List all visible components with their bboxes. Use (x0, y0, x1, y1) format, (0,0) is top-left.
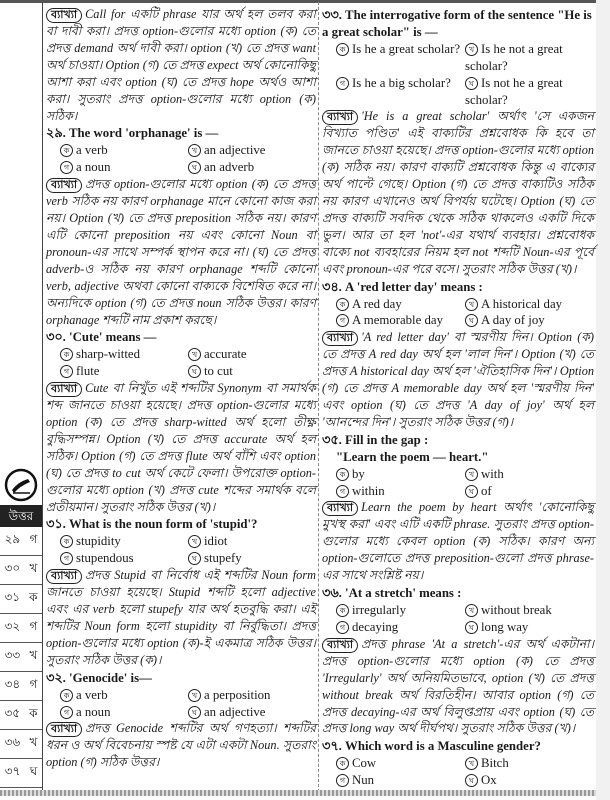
option-text: A red day (352, 296, 402, 311)
option (465, 75, 594, 109)
option (60, 550, 188, 567)
option-marker: ক (60, 689, 73, 702)
explanation (46, 567, 316, 669)
option-text: long way (481, 619, 529, 634)
answer-row (0, 759, 42, 788)
explanation-label: ব্যাখ্যা (46, 382, 82, 397)
answer-letter: গ (29, 677, 38, 691)
answer-row (0, 585, 42, 614)
option (188, 363, 316, 380)
options (46, 533, 316, 567)
options (322, 296, 594, 330)
explanation-text: প্রদত্ত phrase 'At a stretch'-এর অর্থ একটানা। প্রদত্ত option-গুলোর মধ্যে option (ক) তে প্রদত্ত 'Irregularly' অর্থ অনিয়মিতভাবে, option (খ) তে প্রদত্ত without break অর্থ বিরতিহীন। আবার option (গ) তে প্রদত্ত decaying-এর অর্থ বিলুপ্তপ্রায় এবং option (ঘ) তে প্রদত্ত long way অর্থ দীর্ঘপথ। সুতরাং সঠিক উত্তর (খ)। (322, 636, 594, 736)
option (60, 687, 188, 704)
option (336, 755, 465, 772)
option-text: A historical day (481, 296, 563, 311)
option-text: decaying (352, 619, 399, 634)
option-marker: ক (60, 348, 73, 361)
option (336, 41, 465, 75)
option (465, 755, 594, 772)
answer-letter: গ (29, 532, 38, 546)
option-marker: ঘ (465, 485, 478, 498)
answer-number: ৩২ (4, 619, 21, 633)
option-text: an adjective (204, 704, 266, 719)
question-text: ৩৬. 'At a stretch' means : (322, 586, 462, 601)
answer-row (0, 672, 42, 701)
option-marker: ক (336, 468, 349, 481)
option (60, 159, 188, 176)
question (322, 432, 594, 466)
top-rule (0, 0, 600, 3)
option-text: idiot (204, 534, 228, 549)
options (46, 142, 316, 176)
option-marker: ঘ (188, 365, 201, 378)
explanation-text: প্রদত্ত Stupid বা নির্বোধ এই শব্দটির Noun form জানতে চাওয়া হয়েছে। Stupid শব্দটি হলো adjective এবং এর verb হলো stupefy যার অর্থ হতবুদ্ধি করা। এই শব্দটির Noun form হলো stupidity বা নির্বুদ্ধিতা। প্রদত্ত option-গুলোর মধ্যে option (ক)-ই একমাত্র সঠিক উত্তর। সুতরাং সঠিক উত্তর (ক)। (46, 568, 316, 667)
option-marker: ক (60, 144, 73, 157)
option-text: a verb (76, 687, 108, 702)
option-text: Is he a big scholar? (352, 75, 451, 90)
question (46, 516, 316, 533)
option-marker: গ (60, 706, 73, 719)
option-marker: ঘ (465, 774, 478, 787)
explanation (46, 6, 316, 124)
option (60, 363, 188, 380)
option-marker: গ (336, 485, 349, 498)
option-marker: ঘ (188, 161, 201, 174)
option-marker: খ (188, 348, 201, 361)
pen-circle-icon (4, 468, 38, 502)
answer-row (0, 527, 42, 556)
explanation (322, 499, 594, 584)
option-marker: খ (188, 144, 201, 157)
question-text: ৩৫. Fill in the gap : (322, 432, 429, 447)
explanation-text: প্রদত্ত Genocide শব্দটির অর্থ গণহত্যা। শব্দটির ধরন ও অর্থ বিবেচনায় স্পষ্ট যে এটা একটা Noun. সুতরাং option (গ) সঠিক উত্তর। (46, 721, 316, 770)
answer-number: ৩৬ (4, 735, 21, 749)
question-text: ৩৭. Which word is a Masculine gender? (322, 739, 541, 754)
option (336, 772, 465, 789)
question-text: ২৯. The word 'orphanage' is — (46, 126, 219, 141)
option-marker: ক (336, 604, 349, 617)
option-marker: ঘ (188, 552, 201, 565)
option (188, 346, 316, 363)
option (188, 687, 316, 704)
option-marker: গ (60, 552, 73, 565)
explanation (46, 720, 316, 771)
option-text: to cut (204, 364, 233, 379)
option (188, 159, 316, 176)
option-text: within (352, 483, 385, 498)
option (336, 483, 465, 500)
option-marker: খ (188, 535, 201, 548)
answer-column-rule (42, 2, 43, 792)
explanation (322, 108, 594, 277)
option-marker: গ (336, 77, 349, 90)
answer-row (0, 556, 42, 585)
option-marker: গ (336, 314, 349, 327)
option-marker: খ (465, 298, 478, 311)
option-marker: ক (336, 757, 349, 770)
option-text: Is not he a great scholar? (465, 75, 563, 107)
option-text: irregularly (352, 603, 407, 617)
option-marker: ঘ (465, 77, 478, 90)
option-text: a perposition (204, 687, 271, 702)
option-text: Nun (352, 773, 375, 788)
question-text: ৩০. 'Cute' means — (46, 330, 157, 345)
answer-letter: ঘ (29, 764, 38, 778)
options (46, 346, 316, 380)
option-text: stupidity (76, 534, 121, 549)
option-text: Ox (481, 773, 497, 788)
answer-number: ৩৫ (4, 706, 21, 720)
question (322, 7, 594, 41)
option-marker: খ (465, 43, 478, 56)
explanation-text: 'He is a great scholar' অর্থাৎ 'সে একজন বিখ্যাত পণ্ডিত' এই বাক্যটির প্রশ্নবোধক কি হবে তা জানতে চাওয়া হয়েছে। প্রদত্ত option-গুলোর মধ্যে option (ক) সঠিক নয়। কারণ বাক্যটি প্রশ্নবোধক কিন্তু এ বাক্যের অর্থ পাল্টে গেছে। Option (গ) তে প্রদত্ত বাক্যটিও সঠিক নয় কারণ এখানেও অর্থ বিপর্যয় ঘটেছে। Option (ঘ) তে প্রদত্ত বাক্যটি সবদিক থেকে সঠিক থাকলেও একটি দিকে ভুল। আর তা হল 'not'-এর যথার্থ ব্যবহার। প্রশ্নবোধক বাক্যে not ব্যবহারের নিয়ম হল not শব্দটি Noun-এর পূর্বে এবং pronoun-এর পরে বসে। সুতরাং সঠিক উত্তর (খ)। (322, 109, 594, 276)
option (465, 296, 594, 313)
option (188, 533, 316, 550)
option (336, 466, 465, 483)
answer-row (0, 701, 42, 730)
option-text: accurate (204, 347, 247, 362)
option-text: sharp-witted (76, 347, 140, 362)
option-text: stupefy (204, 551, 242, 566)
option (60, 704, 188, 721)
option-marker: খ (188, 689, 201, 702)
answer-number: ৩৩ (4, 648, 21, 662)
answer-key (0, 465, 42, 788)
option-marker: গ (60, 365, 73, 378)
bottom-rule (0, 790, 596, 796)
answer-row (0, 614, 42, 643)
explanation-label: ব্যাখ্যা (322, 501, 358, 516)
option-text: of (481, 483, 492, 498)
explanation-text: প্রদত্ত option-গুলোর মধ্যে option (ক) তে প্রদত্ত verb সঠিক নয় কারণ orphanage মানে কোনো কাজ করা নয়। Option (খ) তে প্রদত্ত preposition সঠিক নয়। কারণ এটি কোনো preposition নয় এবং কোনো Noun বা pronoun-এর সাথে সম্পর্ক স্থাপন করে না। (ঘ) তে প্রদত্ত adverb-ও সঠিক নয় কারণ orphanage শব্দটি কোনো verb, adjective অথবা কোনো বাক্যকে বিশেষিত করে না। অন্যদিকে option (গ) তে প্রদত্ত noun সঠিক উত্তর। কারণ orphanage শব্দটি নাম প্রকাশ করছে। (46, 177, 316, 327)
option-text: stupendous (76, 551, 134, 566)
option-text: an adverb (204, 160, 255, 175)
option-text: a verb (76, 143, 108, 158)
explanation-text: Cute বা নিখুঁত এই শব্দটির Synonym বা সমার্থক শব্দ জানতে চাওয়া হয়েছে। প্রদত্ত option-গুলোর মধ্যে option (ক) তে প্রদত্ত sharp-witted অর্থ হলো তীক্ষ্ণ বুদ্ধিসম্পন্ন। Option (খ) তে প্রদত্ত accurate অর্থ হল সঠিক। Option (গ) তে প্রদত্ত flute অর্থ বাঁশি এবং option (ঘ) তে প্রদত্ত to cut অর্থ কেটে ফেলা। উপরোক্ত option-গুলোর মধ্যে option (খ) প্রদত্ত cute শব্দের সমার্থক বলে প্রতীয়মান। সুতরাং সঠিক উত্তর (খ)। (46, 381, 316, 514)
option (336, 602, 465, 619)
column-divider (318, 2, 319, 792)
option-marker: খ (465, 604, 478, 617)
explanation-label: ব্যাখ্যা (46, 722, 82, 737)
explanation (46, 176, 316, 328)
question-text: ৩৩. The interrogative form of the sentence "He is a great scholar" is — (322, 8, 592, 39)
option-text: an adjective (204, 143, 266, 158)
explanation-text: Call for একটি phrase যার অর্থ হল তলব করা বা দাবী করা। প্রদত্ত option-গুলোর মধ্যে option (ক) তে প্রদত্ত demand অর্থ দাবী করা। option (খ) তে প্রদত্ত want অর্থ চাওয়া। Option (গ) তে প্রদত্ত expect অর্থ কোনোকিছু আশা করা এবং option (ঘ) তে প্রদত্ত hope অর্থও আশা করা। সুতরাং প্রদত্ত option-গুলোর মধ্যে option (ক) সঠিক। (46, 7, 316, 123)
option (60, 142, 188, 159)
answer-row (0, 643, 42, 672)
option-text: without break (481, 603, 552, 617)
option-marker: গ (336, 621, 349, 634)
option-text: Is he not a great scholar? (465, 41, 563, 73)
answer-letter: খ (29, 561, 38, 575)
option (465, 41, 594, 75)
explanation-text: Learn the poem by heart অর্থাৎ 'কোনোকিছু মুখস্থ করা' এবং এটি একটি phrase. সুতরাং প্রদত্ত option-গুলোর মধ্যে কেবল option (ক) সঠিক। কারণ অন্য option-গুলোতে প্রদত্ত preposition-গুলো প্রদত্ত phrase-এর সাথে সংশ্লিষ্ট নয়। (322, 500, 594, 583)
answer-number: ৩০ (4, 561, 21, 575)
question-text: ৩১. What is the noun form of 'stupid'? (46, 517, 258, 532)
explanation-label: ব্যাখ্যা (322, 110, 358, 125)
question-subtext: "Learn the poem — heart." (336, 449, 489, 464)
answer-letter: গ (29, 619, 38, 633)
option (336, 619, 465, 636)
answer-row (0, 730, 42, 759)
answer-letter: ক (29, 590, 38, 604)
explanation-label: ব্যাখ্যা (46, 8, 82, 23)
answer-number: ৩১ (4, 590, 21, 604)
option-text: a noun (76, 704, 111, 719)
answer-number: ৩৪ (4, 677, 21, 691)
option-text: Is he a great scholar? (352, 41, 461, 56)
question (46, 329, 316, 346)
option-marker: গ (60, 161, 73, 174)
answer-number: ৩৭ (4, 764, 21, 778)
option (188, 704, 316, 721)
left-column (46, 6, 316, 772)
option-marker: ঘ (188, 706, 201, 719)
option (188, 550, 316, 567)
option-marker: খ (465, 757, 478, 770)
explanation (322, 329, 594, 431)
option-text: a noun (76, 160, 111, 175)
explanation-label: ব্যাখ্যা (46, 569, 82, 584)
options (322, 41, 594, 109)
option (336, 296, 465, 313)
options (322, 755, 594, 789)
option-marker: ক (336, 43, 349, 56)
question-text: ৩২. 'Genocide' is— (46, 670, 152, 685)
options (322, 602, 594, 636)
option (465, 312, 594, 329)
option-marker: খ (465, 468, 478, 481)
explanation (46, 380, 316, 515)
right-column (322, 6, 594, 789)
options (322, 466, 594, 500)
option (465, 602, 594, 619)
answer-letter: খ (29, 735, 38, 749)
option (465, 772, 594, 789)
answer-key-logo (0, 465, 42, 505)
explanation-label: ব্যাখ্যা (322, 331, 358, 346)
option (188, 142, 316, 159)
explanation (322, 636, 594, 738)
option-marker: গ (336, 774, 349, 787)
question (322, 738, 594, 755)
answer-number: ২৯ (4, 532, 21, 546)
explanation-label: ব্যাখ্যা (46, 178, 82, 193)
question (46, 125, 316, 142)
question-text: ৩৪. A 'red letter day' means : (322, 279, 483, 294)
question (46, 670, 316, 687)
option (60, 346, 188, 363)
option-text: by (352, 466, 365, 481)
option-text: Bitch (481, 756, 509, 771)
option-text: A memorable day (352, 313, 443, 328)
option-text: with (481, 466, 504, 481)
answer-key-title: উত্তর (0, 505, 42, 527)
option-marker: ক (60, 535, 73, 548)
option (465, 483, 594, 500)
answer-letter: খ (29, 648, 38, 662)
option-text: A day of joy (481, 313, 545, 328)
page-edge (596, 0, 610, 800)
option (60, 533, 188, 550)
option (336, 75, 465, 109)
option (465, 466, 594, 483)
option-text: Cow (352, 756, 377, 771)
option-marker: ঘ (465, 314, 478, 327)
question (322, 585, 594, 602)
option-marker: ক (336, 298, 349, 311)
option-marker: ঘ (465, 621, 478, 634)
answer-letter: ক (29, 706, 38, 720)
explanation-label: ব্যাখ্যা (322, 638, 358, 653)
option (336, 312, 465, 329)
option-text: flute (76, 364, 100, 379)
options (46, 687, 316, 721)
explanation-text: 'A red letter day' বা স্মরণীয় দিন। Option (ক) তে প্রদত্ত A red day অর্থ হল 'লাল দিন'। Option (খ) তে প্রদত্ত A historical day অর্থ হল 'ঐতিহাসিক দিন'। Option (গ) তে প্রদত্ত A memorable day অর্থ হল 'স্মরণীয় দিন' এবং option (ঘ) তে প্রদত্ত 'A day of joy' অর্থ হল 'আনন্দের দিন'। সুতরাং সঠিক উত্তর (গ)। (322, 330, 594, 429)
question (322, 279, 594, 296)
option (465, 619, 594, 636)
